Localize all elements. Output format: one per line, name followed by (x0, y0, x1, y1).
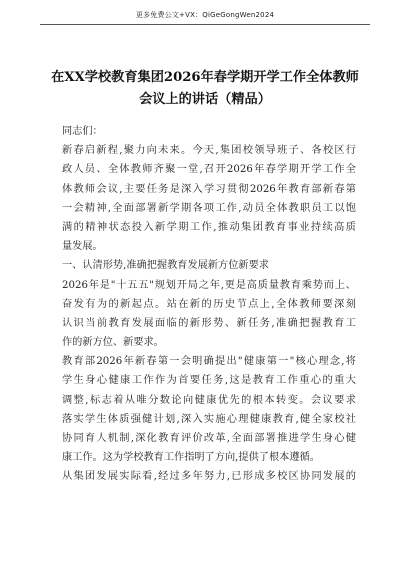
header-divider (40, 24, 370, 25)
paragraph-line: 奋发有为的新起点。站在新的历史节点上,全体教师要深刻 (62, 298, 356, 310)
paragraph-line: 教育部2026年新春第一会明确提出"健康第一"核心理念,将 (62, 356, 356, 368)
paragraph-line: 新春启新程,聚力向未来。今天,集团校领导班子、各校区行 (62, 145, 356, 157)
section-heading: 一、认清形势,准确把握教育发展新方位新要求 (62, 260, 269, 272)
paragraph-line: 2026年是"十五五"规划开局之年,更是高质量教育乘势而上、 (62, 279, 356, 291)
paragraph-line: 康工作。这为学校教育工作指明了方向,提供了根本遵循。 (62, 452, 320, 464)
paragraph-line: 一会精神,全面部署新学期各项工作,动员全体教职员工以饱 (62, 202, 356, 214)
paragraph-line: 落实学生体质强健计划,深入实施心理健康教育,健全家校社 (62, 413, 356, 425)
paragraph-line: 满的精神状态投入新学期工作,推动集团教育事业持续高质 (62, 221, 356, 233)
paragraph-line: 协同育人机制,深化教育评价改革,全面部署推进学生身心健 (62, 433, 356, 444)
header-note: 更多免费公文+VX：QiGeGongWen2024 (135, 11, 275, 19)
paragraph-line: 从集团发展实际看,经过多年努力,已形成多校区协同发展的 (62, 471, 356, 483)
paragraph-line: 认识当前教育发展面临的新形势、新任务,准确把握教育工 (62, 317, 356, 329)
salutation: 同志们： (62, 126, 103, 137)
title-line: 会议上的讲话（精品） (139, 92, 271, 107)
paragraph-line: 调整,标志着从唯分数论向健康优先的根本转变。会议要求 (62, 394, 356, 406)
paragraph-line: 作的新方位、新要求。 (62, 337, 164, 349)
document-body (62, 122, 356, 487)
paragraph-line: 学生身心健康工作作为首要任务,这是教育工作重心的重大 (62, 375, 356, 387)
title-line: 在XX学校教育集团2026年春学期开学工作全体教师 (51, 70, 359, 85)
paragraph-line: 政人员、全体教师齐聚一堂,召开2026年春学期开学工作全 (62, 164, 356, 176)
document-title (28, 67, 382, 111)
paragraph-line: 体教师会议,主要任务是深入学习贯彻2026年教育部新春第 (62, 183, 356, 195)
paragraph-line: 量发展。 (62, 241, 103, 253)
